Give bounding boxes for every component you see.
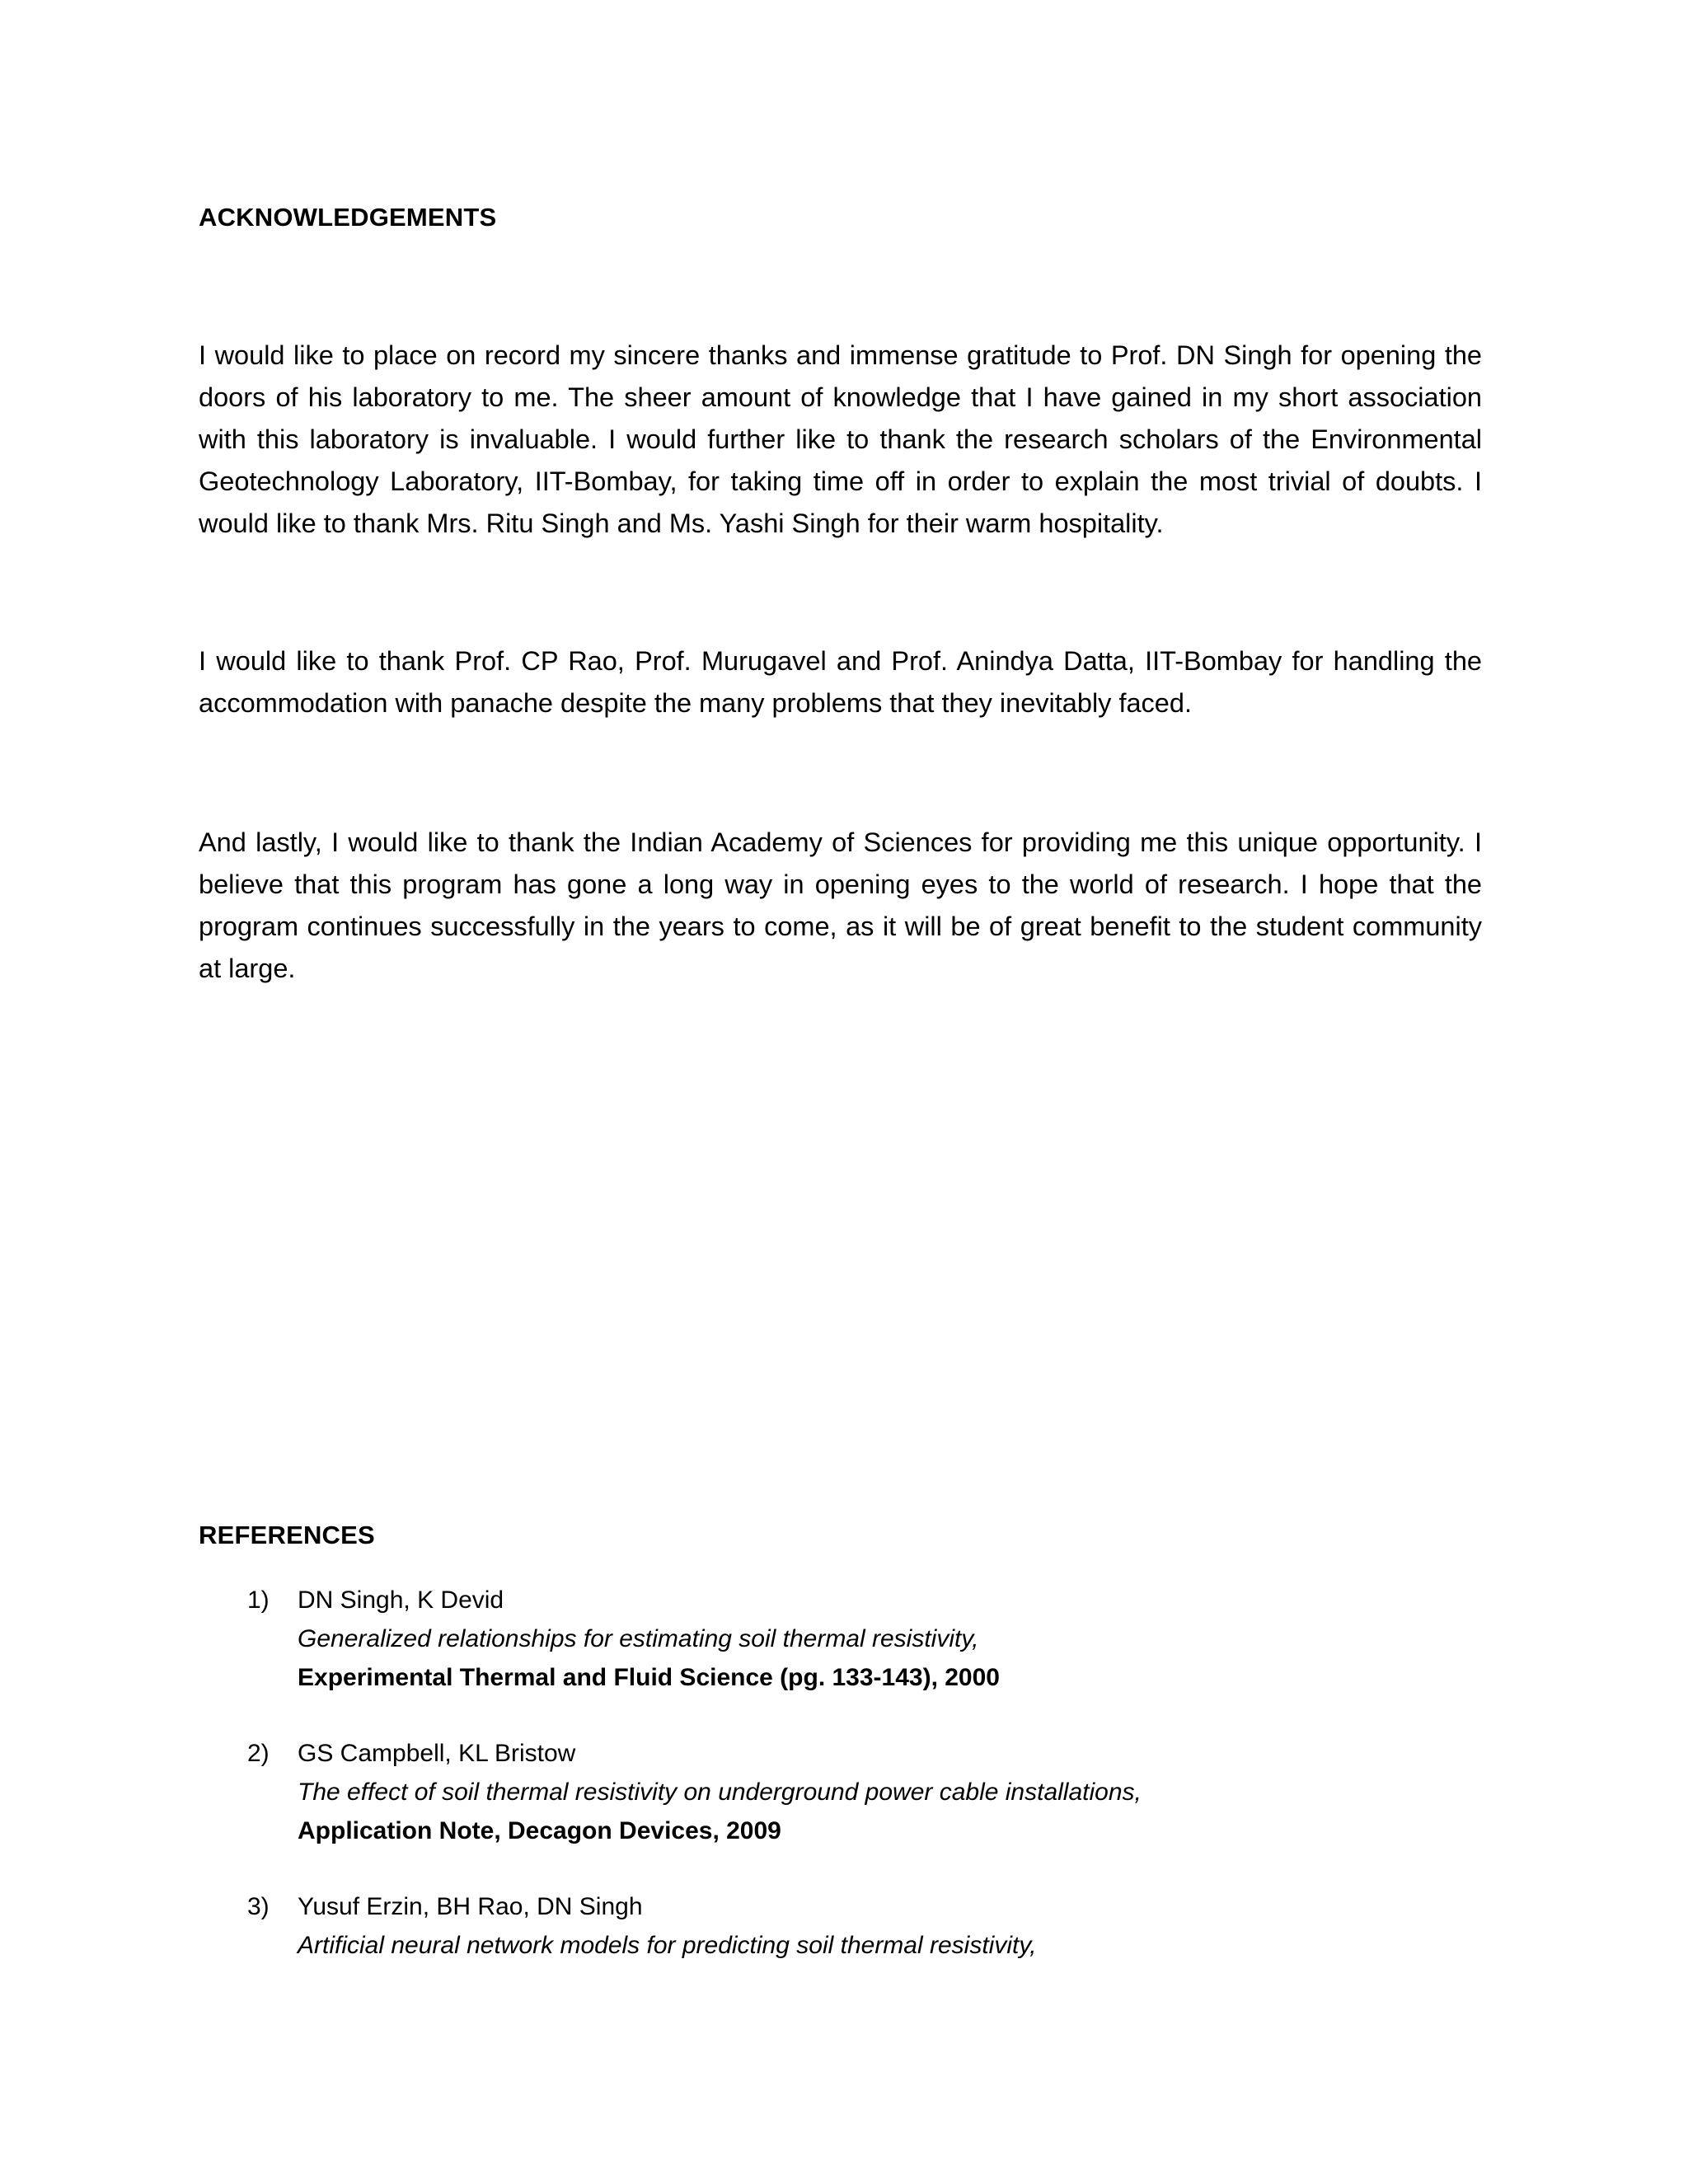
reference-number: 1) [247,1586,270,1614]
acknowledgement-paragraph-1: I would like to place on record my sincere thanks and immense gratitude to Prof. DN Singh for opening the doors of his laboratory to me. The sheer amount of knowledge that I have gained in my short association with this laboratory is invaluable. I would further like to thank the research scholars of the Environmental Geotechnology Laboratory, IIT-Bombay, for taking time off in order to explain the most trivial of doubts. I would like to thank Mrs. Ritu Singh and Ms. Yashi Singh for their warm hospitality. [199,340,1482,538]
reference-authors: Yusuf Erzin, BH Rao, DN Singh [298,1893,643,1920]
acknowledgement-paragraph-2: I would like to thank Prof. CP Rao, Prof. Murugavel and Prof. Anindya Datta, IIT-Bombay for handling the accommodation with panache despite the many problems that they inevitably faced. [199,646,1482,718]
acknowledgements-heading: ACKNOWLEDGEMENTS [199,203,497,232]
reference-number: 3) [247,1893,270,1920]
reference-title: Artificial neural network models for predicting soil thermal resistivity, [298,1932,1037,1959]
reference-source: Experimental Thermal and Fluid Science (pg. 133-143), 2000 [298,1664,1000,1691]
acknowledgement-paragraph-3: And lastly, I would like to thank the Indian Academy of Sciences for providing me this unique opportunity. I believe that this program has gone a long way in opening eyes to the world of research. I hope that the program continues successfully in the years to come, as it will be of great benefit to the student community at large. [199,827,1482,983]
reference-source: Application Note, Decagon Devices, 2009 [298,1817,781,1844]
reference-authors: GS Campbell, KL Bristow [298,1740,576,1767]
reference-authors: DN Singh, K Devid [298,1586,504,1614]
reference-title: The effect of soil thermal resistivity on underground power cable installations, [298,1779,1142,1806]
references-heading: REFERENCES [199,1521,375,1549]
reference-title: Generalized relationships for estimating soil thermal resistivity, [298,1625,979,1652]
reference-number: 2) [247,1740,270,1767]
